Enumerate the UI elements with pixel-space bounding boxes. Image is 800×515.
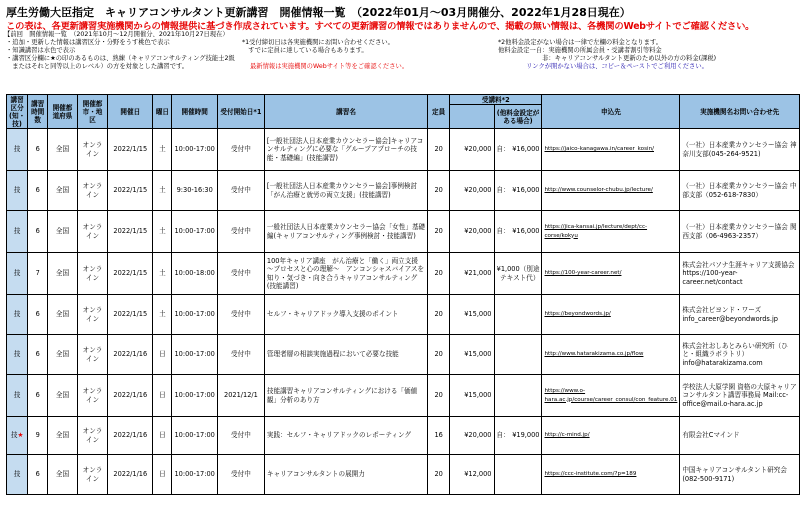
- cell-area: オンライン: [77, 335, 107, 375]
- cell-capacity: 20: [428, 455, 450, 495]
- cell-apply-link[interactable]: https://ccc-institute.com/?p=189: [542, 455, 680, 495]
- cell-pref: 全国: [48, 375, 78, 417]
- col-jikan: 講習時間数: [28, 95, 48, 129]
- cell-apply-link[interactable]: https://jica-kansai.jp/lecture/dept/cc-corse/kokyu: [542, 211, 680, 253]
- kubun-label: 技: [13, 269, 21, 278]
- cell-deadline: 2021/12/1: [217, 375, 264, 417]
- previous-period-note: 【前回 開催情報一覧 （2021年10月～12月開催分、2021年10月27日現在）: [4, 31, 229, 38]
- fee-other-value: ¥16,000: [512, 227, 540, 236]
- cell-course-name: 実践：セルフ・キャリアドックのレポーティング: [264, 417, 427, 455]
- note-left-2: ・知識講習は水色で表示: [6, 47, 76, 54]
- cell-deadline: 受付中: [217, 417, 264, 455]
- cell-apply-link[interactable]: https://100-year-career.net/: [542, 253, 680, 295]
- cell-time: 10:00-17:00: [172, 417, 218, 455]
- cell-apply-link[interactable]: http://c-mind.jp/: [542, 417, 680, 455]
- table-row: [7, 253, 800, 295]
- cell-dow: 日: [153, 375, 172, 417]
- cell-capacity: 20: [428, 129, 450, 171]
- cell-jikan: 6: [28, 455, 48, 495]
- cell-time: 10:00-17:00: [172, 295, 218, 335]
- kubun-label: 技: [13, 227, 21, 236]
- col-org: 実施機関名お問い合わせ先: [680, 95, 800, 129]
- expert-star: ★: [17, 431, 24, 440]
- cell-organizer: 中国キャリアコンサルタント研究会 (082-500-9171): [680, 455, 800, 495]
- cell-fee-other: [494, 171, 542, 211]
- cell-jikan: 6: [28, 171, 48, 211]
- cell-fee-other: [494, 375, 542, 417]
- cell-fee: ¥15,000: [450, 295, 494, 335]
- col-time: 開催時間: [172, 95, 218, 129]
- cell-kubun: [7, 375, 28, 417]
- cell-kubun: [7, 295, 28, 335]
- cell-time: 10:00-17:00: [172, 335, 218, 375]
- fee-label: 自：: [496, 431, 510, 440]
- cell-pref: 全国: [48, 171, 78, 211]
- cell-jikan: 6: [28, 375, 48, 417]
- table-row: [7, 129, 800, 171]
- cell-pref: 全国: [48, 335, 78, 375]
- cell-course-name: 管理者層の相談実施過程において必要な技能: [264, 335, 427, 375]
- col-capacity: 定員: [428, 95, 450, 129]
- note-right-3: 非：キャリアコンサルタント更新のため以外の方の料金(課税): [498, 55, 717, 62]
- cell-organizer: 株式会社パソナ生涯キャリア支援協会 https://100-year-career.net/contact: [680, 253, 800, 295]
- cell-organizer: 有限会社Cマインド: [680, 417, 800, 455]
- fee-label: 自：: [496, 227, 510, 236]
- cell-organizer: （一社）日本産業カウンセラー協会 関西支部（06-4963-2357）: [680, 211, 800, 253]
- note-left-4: またはそれと同等以上のレベル）の方を対象とした講習です。: [6, 63, 189, 70]
- fee-other-value: ¥16,000: [512, 145, 540, 154]
- col-date: 開催日: [108, 95, 153, 129]
- kubun-label: 技: [13, 310, 21, 319]
- cell-fee: ¥20,000: [450, 171, 494, 211]
- cell-date: 2022/1/15: [108, 129, 153, 171]
- col-fee-blank: [450, 105, 494, 129]
- cell-jikan: 6: [28, 295, 48, 335]
- cell-time: 10:00-17:00: [172, 375, 218, 417]
- cell-date: 2022/1/15: [108, 253, 153, 295]
- cell-fee: ¥21,000: [450, 253, 494, 295]
- cell-kubun: [7, 335, 28, 375]
- fee-label: 自：: [496, 145, 510, 154]
- cell-course-name: キャリアコンサルタントの展開力: [264, 455, 427, 495]
- cell-apply-link[interactable]: http://www.counselor-chubu.jp/lecture/: [542, 171, 680, 211]
- course-table: [6, 94, 800, 495]
- cell-capacity: 16: [428, 417, 450, 455]
- cell-fee: ¥20,000: [450, 417, 494, 455]
- cell-pref: 全国: [48, 253, 78, 295]
- cell-organizer: 株式会社ビヨンド・ワーズ info_career@beyondwords.jp: [680, 295, 800, 335]
- note-left-3: ・講習区分欄に★の印のあるものは、熟練（キャリアコンサルティング技能士2級: [6, 55, 235, 62]
- cell-pref: 全国: [48, 129, 78, 171]
- cell-dow: 土: [153, 211, 172, 253]
- cell-date: 2022/1/16: [108, 335, 153, 375]
- cell-dow: 土: [153, 171, 172, 211]
- cell-pref: 全国: [48, 455, 78, 495]
- cell-deadline: 受付中: [217, 129, 264, 171]
- cell-date: 2022/1/15: [108, 211, 153, 253]
- note-mid-1: *1受付締切日は各実施機関にお問い合わせください。: [242, 39, 394, 46]
- cell-organizer: （一社）日本産業カウンセラー協会 中部支部（052-618-7830）: [680, 171, 800, 211]
- col-dow: 曜日: [153, 95, 172, 129]
- cell-dow: 土: [153, 129, 172, 171]
- cell-kubun: [7, 211, 28, 253]
- cell-kubun: [7, 171, 28, 211]
- kubun-label: 技: [13, 145, 21, 154]
- cell-date: 2022/1/15: [108, 295, 153, 335]
- kubun-label: 技: [13, 350, 21, 359]
- cell-organizer: 学校法人大原学園 資格の大原キャリアコンサルタント講習事務局 Mail:cc-office@mail.o-hara.ac.jp: [680, 375, 800, 417]
- cell-fee-other: [494, 253, 542, 295]
- cell-fee: ¥20,000: [450, 129, 494, 171]
- cell-capacity: 20: [428, 171, 450, 211]
- fee-other-value: ¥16,000: [512, 186, 540, 195]
- table-row: [7, 375, 800, 417]
- cell-area: オンライン: [77, 171, 107, 211]
- cell-jikan: 7: [28, 253, 48, 295]
- cell-time: 10:00-18:00: [172, 253, 218, 295]
- cell-area: オンライン: [77, 253, 107, 295]
- cell-dow: 土: [153, 295, 172, 335]
- cell-time: 10:00-17:00: [172, 211, 218, 253]
- cell-date: 2022/1/16: [108, 417, 153, 455]
- cell-fee-other: [494, 129, 542, 171]
- cell-pref: 全国: [48, 417, 78, 455]
- cell-deadline: 受付中: [217, 211, 264, 253]
- table-row: [7, 455, 800, 495]
- col-apply: 申込先: [542, 95, 680, 129]
- kubun-label: 技: [13, 186, 21, 195]
- cell-apply-link[interactable]: http://www.hatarakizama.co.jp/flow: [542, 335, 680, 375]
- kubun-label: 技: [10, 431, 18, 440]
- cell-dow: 日: [153, 335, 172, 375]
- cell-fee-other: [494, 335, 542, 375]
- col-area: 開催都市・地区: [77, 95, 107, 129]
- cell-dow: 土: [153, 253, 172, 295]
- kubun-label: 技: [13, 391, 21, 400]
- cell-course-name: [一般社団法人日本産業カウンセラー協会]事例検討「がん治療と就労の両立支援」(技能講習): [264, 171, 427, 211]
- cell-area: オンライン: [77, 295, 107, 335]
- cell-fee: ¥15,000: [450, 335, 494, 375]
- page-title: 厚生労働大臣指定 キャリアコンサルタント更新講習 開催情報一覧 （2022年01月～03月開催分、2022年1月28日現在）: [6, 6, 631, 19]
- cell-area: オンライン: [77, 455, 107, 495]
- cell-course-name: セルフ・キャリアドック導入支援のポイント: [264, 295, 427, 335]
- table-row: [7, 335, 800, 375]
- cell-kubun: [7, 417, 28, 455]
- cell-jikan: 6: [28, 129, 48, 171]
- fee-other-value: ¥19,000: [512, 431, 540, 440]
- note-right-2: 他料金設定一自：実施機関の所属会員・受講者割引等料金: [498, 47, 662, 54]
- cell-capacity: 20: [428, 335, 450, 375]
- cell-organizer: （一社）日本産業カウンセラー協会 神奈川支部(045-264-9521): [680, 129, 800, 171]
- cell-capacity: 20: [428, 295, 450, 335]
- col-fee: 受講料*2: [450, 95, 542, 105]
- cell-deadline: 受付中: [217, 253, 264, 295]
- cell-fee-other: [494, 455, 542, 495]
- note-right-1: *2他料金設定がない場合は一律で左欄の料金となります。: [498, 39, 663, 46]
- cell-fee: ¥12,000: [450, 455, 494, 495]
- cell-course-name: 一般社団法人日本産業カウンセラー協会「女性」基礎編(キャリアコンサルティング事例検討・技能講習): [264, 211, 427, 253]
- cell-area: オンライン: [77, 417, 107, 455]
- cell-course-name: [一般社団法人日本産業カウンセラー協会]キャリアコンサルティングに必要な「グループアプローチの技能・基礎編」(技能講習): [264, 129, 427, 171]
- cell-pref: 全国: [48, 211, 78, 253]
- cell-deadline: 受付中: [217, 455, 264, 495]
- kubun-label: 技: [13, 470, 21, 479]
- cell-fee-other: [494, 211, 542, 253]
- cell-kubun: [7, 129, 28, 171]
- cell-date: 2022/1/15: [108, 171, 153, 211]
- cell-course-name: 100年キャリア講座 がん治療と「働く」両立支援 ～プロセスと心の理解～ アンコンシャスバイアスを知り・気づき・向き合うキャリアコンサルティング(技能講習): [264, 253, 427, 295]
- cell-jikan: 6: [28, 335, 48, 375]
- table-row: [7, 171, 800, 211]
- cell-dow: 日: [153, 417, 172, 455]
- table-row: [7, 295, 800, 335]
- table-row: [7, 211, 800, 253]
- cell-apply-link[interactable]: https://jaico-kanagawa.in/career_kosin/: [542, 129, 680, 171]
- cell-pref: 全国: [48, 295, 78, 335]
- cell-deadline: 受付中: [217, 295, 264, 335]
- cell-capacity: 20: [428, 211, 450, 253]
- cell-time: 10:00-17:00: [172, 129, 218, 171]
- note-mid-2: すでに定員に達している場合もあります。: [242, 47, 368, 54]
- cell-dow: 日: [153, 455, 172, 495]
- cell-apply-link[interactable]: https://www.o-hara.ac.jp/course/career_consul/con_feature.01: [542, 375, 680, 417]
- cell-fee: ¥20,000: [450, 211, 494, 253]
- cell-kubun: [7, 455, 28, 495]
- note-left-1: ・追加・更新した情報は講習区分・分野をうす桃色で表示: [6, 39, 170, 46]
- cell-deadline: 受付中: [217, 171, 264, 211]
- cell-area: オンライン: [77, 211, 107, 253]
- cell-fee-other: [494, 417, 542, 455]
- table-row: [7, 417, 800, 455]
- cell-kubun: [7, 253, 28, 295]
- cell-fee: ¥15,000: [450, 375, 494, 417]
- col-deadline: 受付開始日*1: [217, 95, 264, 129]
- cell-date: 2022/1/16: [108, 375, 153, 417]
- cell-time: 9:30-16:30: [172, 171, 218, 211]
- col-pref: 開催都道府県: [48, 95, 78, 129]
- cell-capacity: 20: [428, 253, 450, 295]
- cell-deadline: 受付中: [217, 335, 264, 375]
- cell-apply-link[interactable]: https://beyondwords.jp/: [542, 295, 680, 335]
- col-name: 講習名: [264, 95, 427, 129]
- cell-fee-other: [494, 295, 542, 335]
- cell-area: オンライン: [77, 375, 107, 417]
- cell-area: オンライン: [77, 129, 107, 171]
- col-kubun: 講習区分(知・技): [7, 95, 28, 129]
- cell-course-name: 技能講習キャリアコンサルティングにおける「価値観」分析のあり方: [264, 375, 427, 417]
- cell-date: 2022/1/16: [108, 455, 153, 495]
- cell-organizer: 株式会社おしあとみらい研究所（ひと・組織ラボラトリ） info@hatarakizama.com: [680, 335, 800, 375]
- cell-capacity: 20: [428, 375, 450, 417]
- note-right-blue: リンクが開かない場合は、コピー＆ペーストでご利用ください。: [526, 63, 708, 70]
- warning-banner: この表は、各更新講習実施機関からの情報提供に基づき作成されています。すべての更新講習の情報ではありませんので、掲載の無い情報は、各機関のWebサイトでご確認ください。: [6, 21, 755, 32]
- fee-label: 自：: [496, 186, 510, 195]
- col-fee-other: (他料金設定がある場合): [494, 105, 542, 129]
- cell-jikan: 6: [28, 211, 48, 253]
- cell-time: 10:00-17:00: [172, 455, 218, 495]
- fee-other-value: ¥1,000（別途テキスト代）: [496, 265, 540, 282]
- note-mid-red: 最新情報は実施機関のWebサイト等をご確認ください。: [250, 63, 409, 70]
- cell-jikan: 9: [28, 417, 48, 455]
